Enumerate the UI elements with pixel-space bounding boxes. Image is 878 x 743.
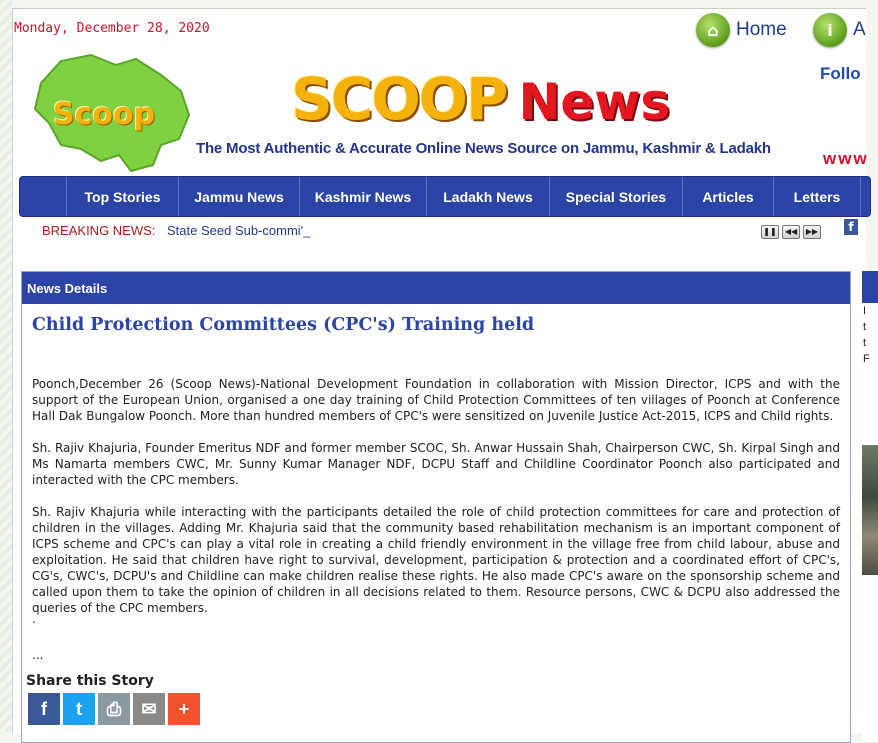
current-date: Monday, December 28, 2020 xyxy=(14,21,210,36)
home-link-label: Home xyxy=(736,19,787,40)
share-story-label: Share this Story xyxy=(26,673,154,689)
home-link[interactable] xyxy=(696,13,787,47)
news-details-panel xyxy=(21,271,851,743)
nav-item-letters[interactable]: Letters xyxy=(774,177,861,216)
article-paragraph: Sh. Rajiv Khajuria while interacting with the participants detailed the role of child protection committees for care and protection of children in the villages. Adding Mr. Khajuria said that the community based rehabilitation mechanism is an important component of ICPS scheme and CPC's can play a vital role in creating a child friendly environment in the village free from child labour, abuse and exploitation. He said that children have right to survival, development, participation & protection and a coordinated effort of CPC's, CG's, CWC's, DCPU's and Childline can make children realise these rights. He also made CPC's aware on the sponsorship scheme and called upon them to take the opinion of children in all decisions related to them. Resource persons, CWC & DCPU also addressed the queries of the CPC members. xyxy=(32,505,840,615)
logo-text: Scoop xyxy=(53,97,156,132)
facebook-icon[interactable]: f xyxy=(28,693,60,725)
share-buttons xyxy=(28,693,200,725)
about-link[interactable] xyxy=(813,13,866,47)
nav-item-ladakh-news[interactable]: Ladakh News xyxy=(427,177,550,216)
article-dot: . xyxy=(32,612,36,626)
side-photo[interactable] xyxy=(862,445,878,575)
side-line: I xyxy=(863,305,867,317)
info-icon: i xyxy=(813,13,847,47)
about-link-label: A xyxy=(853,19,866,40)
nav-item-jammu-news[interactable]: Jammu News xyxy=(179,177,300,216)
article-title: Child Protection Committees (CPC's) Training held xyxy=(32,315,535,335)
side-column xyxy=(862,271,878,741)
left-pattern-strip xyxy=(0,0,12,732)
site-tagline: The Most Authentic & Accurate Online News Source on Jammu, Kashmir & Ladakh xyxy=(196,140,771,157)
nav-lead-spacer xyxy=(20,177,67,216)
side-line: F xyxy=(863,353,870,365)
email-icon[interactable]: ✉ xyxy=(133,693,165,725)
side-column-heading xyxy=(862,271,878,303)
print-icon[interactable]: ⎙ xyxy=(98,693,130,725)
breaking-news-ticker[interactable]: State Seed Sub-commi'_ xyxy=(167,223,311,238)
ticker-controls xyxy=(761,225,821,239)
side-line: t xyxy=(863,321,867,333)
article-paragraph: Poonch,December 26 (Scoop News)-National Development Foundation in collaboration with Mission Director, ICPS and with the support of the European Union, organised a one day training of Child Protection Committees of ten villages of Poonch at Conference Hall Dak Bungalow Poonch. More than hundred members of CPC's were sensitized on Juvenile Justice Act-2015, ICPS and Child rights. xyxy=(32,377,840,423)
nav-item-articles[interactable]: Articles xyxy=(683,177,774,216)
breaking-news-label: BREAKING NEWS: xyxy=(42,223,156,238)
main-nav xyxy=(19,176,871,217)
nav-item-top-stories[interactable]: Top Stories xyxy=(67,177,179,216)
pause-icon[interactable]: ❚❚ xyxy=(761,225,779,239)
twitter-icon[interactable]: t xyxy=(63,693,95,725)
brand-scoop: SCOOP xyxy=(291,65,507,133)
side-line: t xyxy=(863,337,867,349)
nav-item-special-stories[interactable]: Special Stories xyxy=(550,177,683,216)
article-ellipsis: ... xyxy=(32,648,44,662)
article-paragraph: Sh. Rajiv Khajuria, Founder Emeritus NDF and former member SCOC, Sh. Anwar Hussain Shah, Chairperson CWC, Sh. Kirpal Singh and Ms Namarta members CWC, Mr. Sunny Kumar Manager NDF, DCPU Staff and Childline Coordinator Poonch also participated and interacted with the CPC members. xyxy=(32,441,840,487)
panel-heading: News Details xyxy=(22,272,850,304)
facebook-icon[interactable]: f xyxy=(844,219,858,235)
nav-item-kashmir-news[interactable]: Kashmir News xyxy=(300,177,427,216)
next-icon[interactable]: ▶▶ xyxy=(803,225,821,239)
page xyxy=(12,8,870,733)
home-icon: ⌂ xyxy=(696,13,730,47)
site-brand[interactable] xyxy=(291,65,670,133)
more-icon[interactable]: + xyxy=(168,693,200,725)
brand-news: News xyxy=(518,73,671,131)
follow-us-label: Follo xyxy=(820,64,861,83)
website-url: www xyxy=(823,149,869,168)
prev-icon[interactable]: ◀◀ xyxy=(782,225,800,239)
